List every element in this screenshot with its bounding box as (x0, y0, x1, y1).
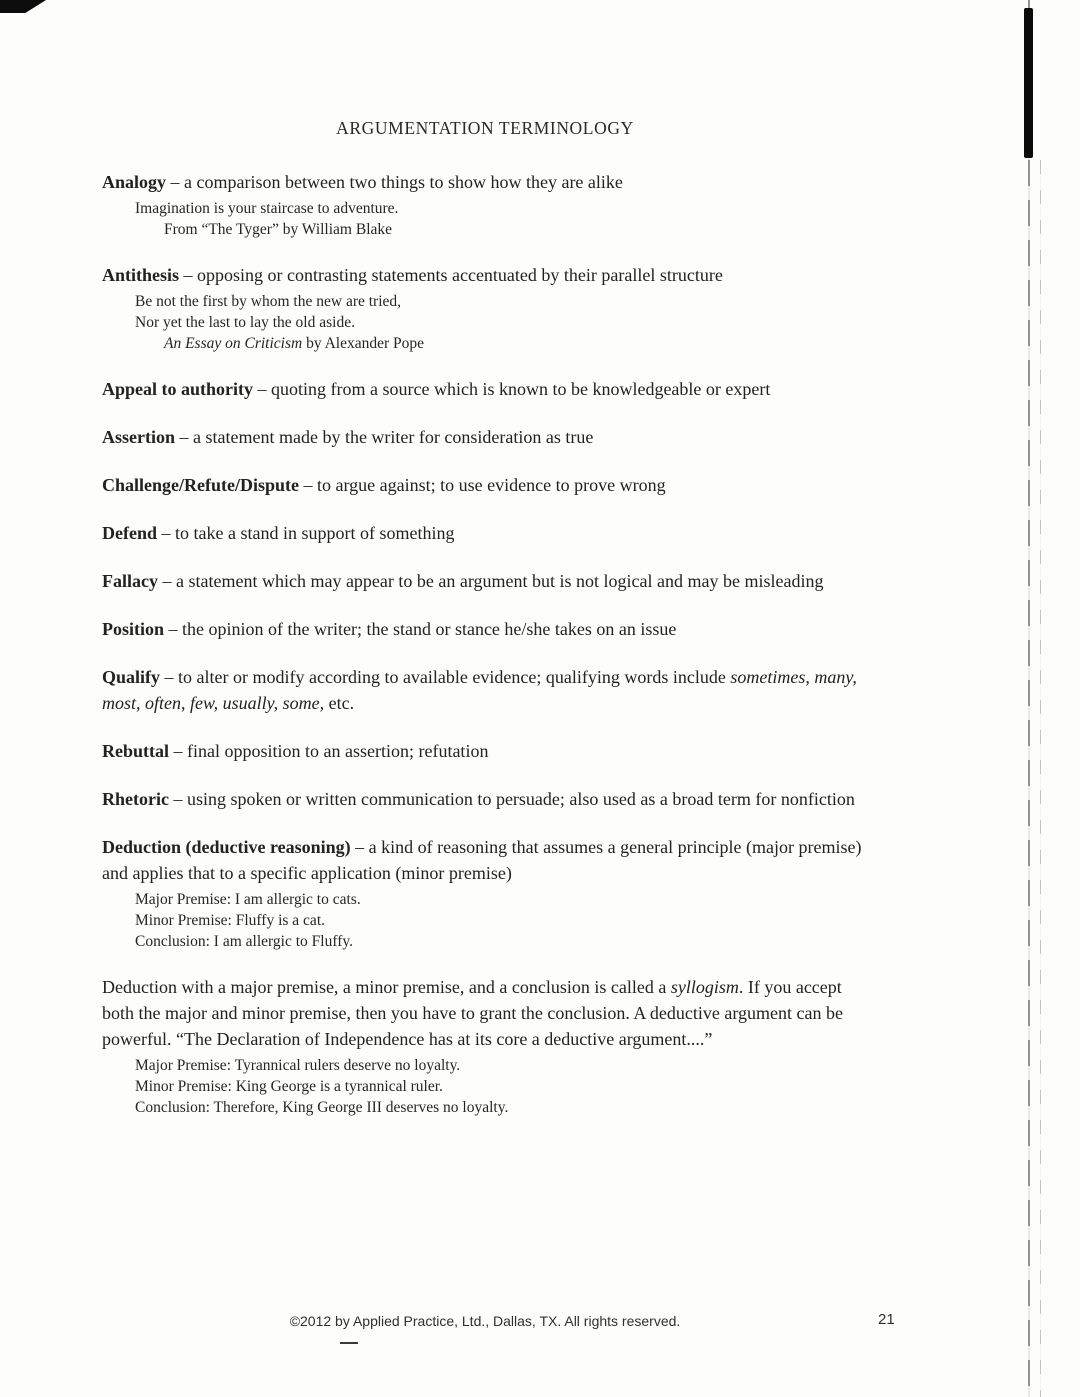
term-entry (102, 616, 868, 642)
example-line (102, 1055, 868, 1076)
term-entry (102, 520, 868, 546)
text-segment: Conclusion: Therefore, King George III deserves no loyalty. (135, 1099, 509, 1116)
term-entry (102, 834, 868, 952)
term-label: Fallacy (102, 571, 158, 591)
term-label: Antithesis (102, 265, 180, 285)
text-segment: . If you accept both the major and minor premise, then you have to grant the conclusion. A deductive argument can be powerful. “The Declaration of Independence has at its core a deductive argument....” (102, 977, 843, 1049)
example-block (102, 1055, 868, 1118)
term-entry (102, 169, 868, 240)
paragraph-entry (102, 974, 868, 1118)
example-line (102, 198, 868, 219)
scan-artifact-right-bar (1024, 8, 1033, 158)
text-segment: Imagination is your staircase to adventure. (135, 200, 399, 217)
text-segment: – using spoken or written communication to persuade; also used as a broad term for nonfiction (168, 789, 855, 809)
example-block (102, 291, 868, 354)
term-label: Analogy (102, 172, 167, 192)
term-label: Appeal to authority (102, 379, 254, 399)
term-entry (102, 376, 868, 402)
term-label: Deduction (deductive reasoning) (102, 837, 351, 857)
entry-text (102, 424, 868, 450)
term-entry (102, 664, 868, 716)
footer-dash-mark (340, 1342, 358, 1344)
term-label: Rhetoric (102, 789, 169, 809)
text-segment: Major Premise: I am allergic to cats. (135, 891, 361, 908)
italic-text-segment: An Essay on Criticism (164, 335, 303, 352)
scan-artifact-right-line-2 (1040, 160, 1041, 1397)
example-block (102, 889, 868, 952)
term-entry (102, 786, 868, 812)
term-entry (102, 568, 868, 594)
text-segment: – a statement which may appear to be an argument but is not logical and may be misleading (158, 571, 824, 591)
text-segment: Major Premise: Tyrannical rulers deserve no loyalty. (135, 1057, 461, 1074)
entry-text (102, 664, 868, 716)
term-entry (102, 472, 868, 498)
term-label: Challenge/Refute/Dispute (102, 475, 299, 495)
entry-text (102, 974, 868, 1052)
text-segment: – a kind of reasoning that assumes a general principle (major premise) and applies that to a specific application (minor premise) (102, 837, 862, 883)
text-segment: – to take a stand in support of something (157, 523, 455, 543)
example-line (102, 333, 868, 354)
text-segment: – a comparison between two things to show how they are alike (166, 172, 623, 192)
text-segment: – the opinion of the writer; the stand or stance he/she takes on an issue (164, 619, 677, 639)
italic-text-segment: sometimes, many, most, often, few, usually, some, (102, 667, 857, 713)
term-entry (102, 262, 868, 354)
entry-text (102, 568, 868, 594)
document-content (102, 118, 868, 1140)
example-line (102, 889, 868, 910)
page-title: ARGUMENTATION TERMINOLOGY (336, 118, 634, 138)
text-segment: Conclusion: I am allergic to Fluffy. (135, 933, 353, 950)
example-line (102, 219, 868, 240)
text-segment: – to alter or modify according to available evidence; qualifying words include (160, 667, 731, 687)
term-label: Qualify (102, 667, 161, 687)
example-line (102, 291, 868, 312)
entry-text (102, 786, 868, 812)
text-segment: etc. (324, 693, 355, 713)
term-entry (102, 424, 868, 450)
text-segment: Minor Premise: King George is a tyrannical ruler. (135, 1078, 443, 1095)
text-segment: Deduction with a major premise, a minor premise, and a conclusion is called a (102, 977, 671, 997)
text-segment: From “The Tyger” by William Blake (164, 221, 393, 238)
example-line (102, 931, 868, 952)
term-label: Position (102, 619, 165, 639)
entries (102, 169, 868, 1118)
text-segment: – a statement made by the writer for consideration as true (175, 427, 594, 447)
term-entry (102, 738, 868, 764)
text-segment: by Alexander Pope (302, 335, 425, 352)
italic-text-segment: syllogism (670, 977, 739, 997)
term-label: Assertion (102, 427, 175, 447)
text-segment: – quoting from a source which is known to be knowledgeable or expert (253, 379, 771, 399)
scan-artifact-right-line (1028, 0, 1030, 1397)
text-segment: – final opposition to an assertion; refutation (169, 741, 489, 761)
scan-artifact-top-left (0, 0, 46, 13)
text-segment: – to argue against; to use evidence to prove wrong (299, 475, 666, 495)
entry-text (102, 738, 868, 764)
example-line (102, 1097, 868, 1118)
entry-text (102, 472, 868, 498)
text-segment: Nor yet the last to lay the old aside. (135, 314, 355, 331)
entry-text (102, 834, 868, 886)
example-line (102, 312, 868, 333)
text-segment: Be not the first by whom the new are tried, (135, 293, 402, 310)
entry-text (102, 376, 868, 402)
entry-text (102, 262, 868, 288)
entry-text (102, 520, 868, 546)
entry-text (102, 616, 868, 642)
text-segment: Minor Premise: Fluffy is a cat. (135, 912, 325, 929)
term-label: Defend (102, 523, 157, 543)
example-line (102, 910, 868, 931)
text-segment: – opposing or contrasting statements accentuated by their parallel structure (179, 265, 723, 285)
example-line (102, 1076, 868, 1097)
entry-text (102, 169, 868, 195)
copyright-footer: ©2012 by Applied Practice, Ltd., Dallas, TX. All rights reserved. (289, 1313, 681, 1329)
term-label: Rebuttal (102, 741, 169, 761)
page-number: 21 (878, 1311, 895, 1328)
example-block (102, 198, 868, 240)
